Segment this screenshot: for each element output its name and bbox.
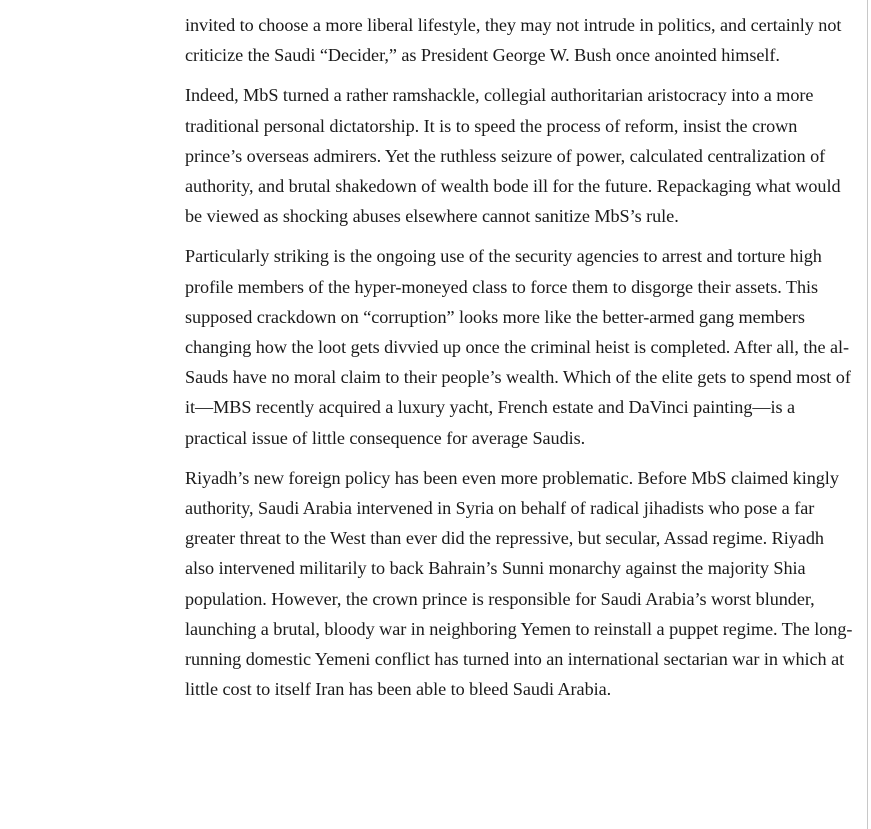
paragraph-personal-dictatorship: Indeed, MbS turned a rather ramshackle, collegial authoritarian aristocracy into a more traditional personal dictatorship. It is to speed the process of reform, insist the crown prince’s overseas admirers. Yet the ruthless seizure of power, calculated centralization of authority, and brutal shakedown of wealth bode ill for the future. Repackaging what would be viewed as shocking abuses elsewhere cannot sanitize MbS’s rule. [185,85,841,227]
paragraph-corruption-crackdown: Particularly striking is the ongoing use of the security agencies to arrest and torture high profile members of the hyper-moneyed class to force them to disgorge their assets. This supposed crackdown on “corruption” looks more like the better-armed gang members changing how the loot gets divvied up once the criminal heist is completed. After all, the al-Sauds have no moral claim to their people’s wealth. Which of the elite gets to spend most of it—MBS recently acquired a luxury yacht, French estate and DaVinci painting—is a practical issue of little consequence for average Saudis. [185,246,851,448]
page-edge-divider [867,0,868,829]
paragraph-liberal-lifestyle: invited to choose a more liberal lifestyle, they may not intrude in politics, and certainly not criticize the Saudi “Decider,” as President George W. Bush once anointed himself. [185,15,842,66]
paragraph-foreign-policy: Riyadh’s new foreign policy has been even more problematic. Before MbS claimed kingly authority, Saudi Arabia intervened in Syria on behalf of radical jihadists who pose a far greater threat to the West than ever did the repressive, but secular, Assad regime. Riyadh also intervened militarily to back Bahrain’s Sunni monarchy against the majority Shia population. However, the crown prince is responsible for Saudi Arabia’s worst blunder, launching a brutal, bloody war in neighboring Yemen to reinstall a puppet regime. The long-running domestic Yemeni conflict has turned into an international sectarian war in which at little cost to itself Iran has been able to bleed Saudi Arabia. [185,467,853,700]
article-body [185,10,855,714]
